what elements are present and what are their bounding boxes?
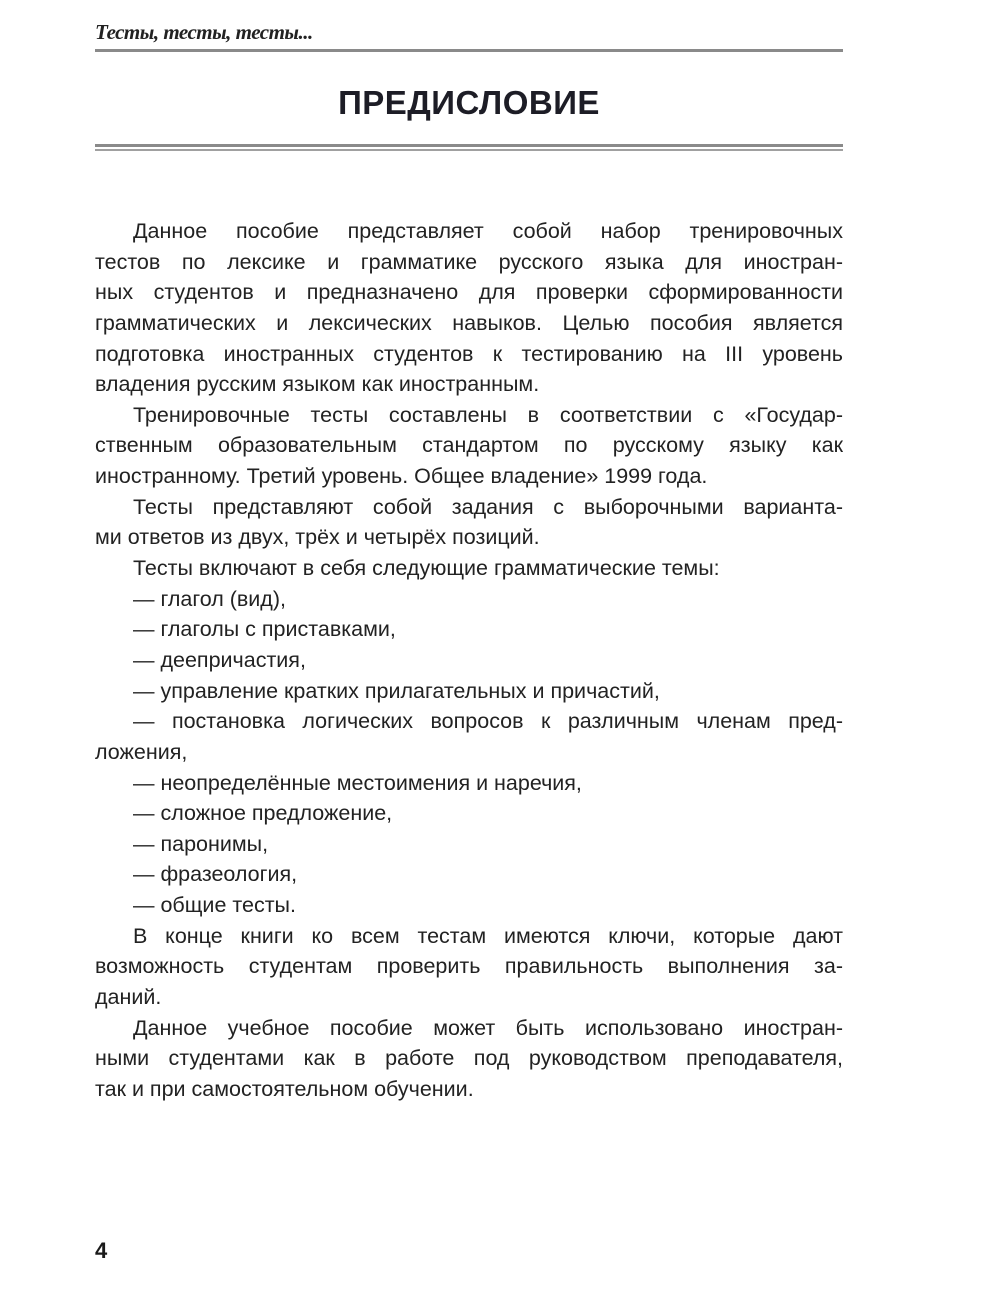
list-item: — управление кратких прилагательных и причастий,: [133, 678, 660, 703]
text-line: подготовка иностранных студентов к тестированию на III уровень: [95, 341, 843, 366]
list-item: — фразеология,: [133, 862, 298, 887]
preface-body: [95, 216, 843, 1105]
text-line: даний.: [95, 985, 162, 1010]
text-line: Тесты включают в себя следующие грамматические темы:: [133, 556, 720, 581]
list-item: — сложное предложение,: [133, 801, 393, 826]
text-line: Данное учебное пособие может быть использовано иностран-: [133, 1015, 843, 1040]
text-line: ными студентами как в работе под руководством преподавателя,: [95, 1046, 843, 1071]
text-line: владения русским языком как иностранным.: [95, 372, 540, 397]
text-line: Тесты представляют собой задания с выборочными варианта-: [133, 494, 843, 519]
list-item: — неопределённые местоимения и наречия,: [133, 770, 582, 795]
page-title: ПРЕДИСЛОВИЕ: [338, 84, 600, 121]
running-header: Тесты, тесты, тесты...: [95, 20, 313, 44]
list-item: — глаголы с приставками,: [133, 617, 396, 642]
text-line: ных студентов и предназначено для проверки сформированности: [95, 280, 843, 305]
list-item: — общие тесты.: [133, 893, 296, 918]
text-line: ственным образовательным стандартом по русскому языку как: [95, 433, 843, 458]
text-line: Данное пособие представляет собой набор тренировочных: [133, 219, 843, 243]
text-line: грамматических и лексических навыков. Целью пособия является: [95, 310, 843, 335]
text-line: ми ответов из двух, трёх и четырёх позиций.: [95, 525, 540, 550]
text-line: возможность студентам проверить правильность выполнения за-: [95, 954, 843, 979]
page-number: 4: [95, 1238, 108, 1263]
list-item: — глагол (вид),: [133, 586, 286, 611]
title-rule: [95, 144, 843, 147]
text-line: тестов по лексике и грамматике русского языка для иностран-: [95, 249, 843, 274]
list-item: — паронимы,: [133, 831, 269, 856]
text-line: В конце книги ко всем тестам имеются ключи, которые дают: [133, 923, 843, 948]
list-item: — постановка логических вопросов к различным членам пред-: [133, 709, 843, 734]
header-rule: [95, 49, 843, 52]
list-item-continuation: ложения,: [95, 739, 188, 764]
text-line: так и при самостоятельном обучении.: [95, 1076, 474, 1101]
list-item: — деепричастия,: [133, 647, 306, 672]
text-line: Тренировочные тесты составлены в соответствии с «Государ-: [133, 402, 843, 427]
text-line: иностранному. Третий уровень. Общее владение» 1999 года.: [95, 464, 708, 489]
title-rule-secondary: [95, 149, 843, 151]
